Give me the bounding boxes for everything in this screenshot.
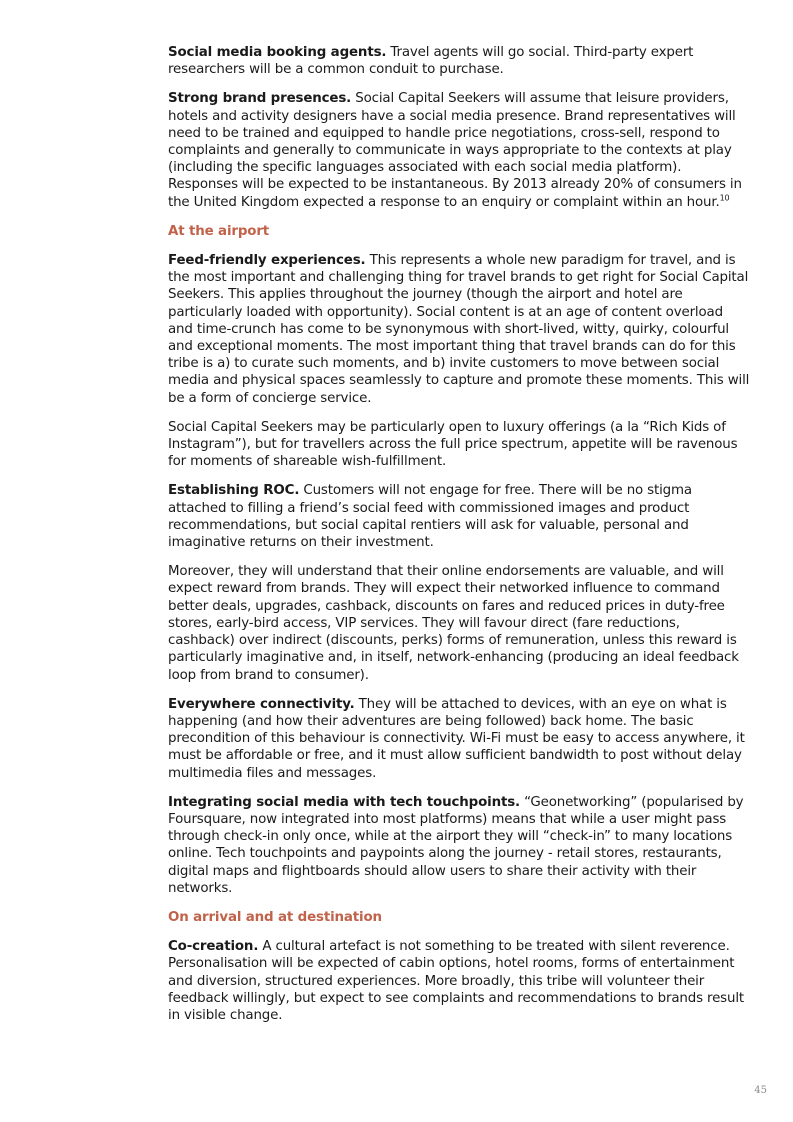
- body-text: A cultural artefact is not something to be treated with silent reverence. Personalisation will be expected of cabin options, hotel rooms, forms of entertainment and diversion, structured experiences. More broadly, this tribe will volunteer their feedback willingly, but expect to see complaints and recommendations to brands result in visible change.: [168, 939, 745, 1023]
- body-text: “Geonetworking” (popularised by Foursquare, now integrated into most platforms) means that while a user might pass through check-in only once, while at the airport they will “check-in” to many locations online. Tech touchpoints and paypoints along the journey - retail stores, restaurants, digital maps and flightboards should allow users to share their activity with their networks.: [168, 794, 744, 896]
- paragraph-connectivity: [168, 696, 750, 782]
- paragraph-cocreation: [168, 938, 750, 1024]
- paragraph-booking-agents: [168, 44, 750, 78]
- paragraph-brand-presences: [168, 90, 750, 210]
- document-body: [168, 44, 750, 1036]
- lead-phrase: Social media booking agents.: [168, 45, 387, 60]
- body-text: This represents a whole new paradigm for travel, and is the most important and challenging thing for travel brands to get right for Social Capital Seekers. This applies throughout the journey (though the airport and hotel are particularly loaded with opportunity). Social content is at an age of content overload and time-crunch has come to be synonymous with short-lived, witty, quirky, colourful and exceptional moments. The most important thing that travel brands can do for this tribe is a) to curate such moments, and b) invite customers to move between social media and physical spaces seamlessly to capture and promote these moments. This will be a form of concierge service.: [168, 253, 750, 406]
- lead-phrase: Establishing ROC.: [168, 483, 300, 499]
- page-number: 45: [754, 1085, 767, 1096]
- paragraph-touchpoints: [168, 794, 750, 897]
- paragraph-luxury: Social Capital Seekers may be particularly open to luxury offerings (a la “Rich Kids of Instagram”), but for travellers across the full price spectrum, appetite will be ravenous for moments of shareable wish-fulfillment.: [168, 419, 738, 470]
- body-text: Social Capital Seekers will assume that leisure providers, hotels and activity designers have a social media presence. Brand representatives will need to be trained and equipped to handle price negotiations, cross-sell, respond to complaints and generally to communicate in ways appropriate to the contexts at play (including the specific languages associated with each social media platform). Responses will be expected to be instantaneous. By 2013 already 20% of consumers in the United Kingdom expected a response to an enquiry or complaint within an hour.: [168, 91, 742, 210]
- paragraph-roc: [168, 482, 750, 551]
- section-heading-airport: At the airport: [168, 223, 270, 239]
- lead-phrase: Everywhere connectivity.: [168, 696, 355, 712]
- lead-phrase: Feed-friendly experiences.: [168, 253, 366, 269]
- paragraph-moreover: Moreover, they will understand that their online endorsements are valuable, and will expect reward from brands. They will expect their networked influence to command better deals, upgrades, cashback, discounts on fares and reduced prices in duty-free stores, early-bird access, VIP services. They will favour direct (fare reductions, cashback) over indirect (discounts, perks) forms of remuneration, unless this reward is particularly imaginative and, in itself, network-enhancing (producing an ideal feedback loop from brand to consumer).: [168, 564, 739, 683]
- body-text: Customers will not engage for free. There will be no stigma attached to filling a friend’s social feed with commissioned images and product recommendations, but social capital rentiers will ask for valuable, personal and imaginative returns on their investment.: [168, 483, 692, 551]
- body-text: They will be attached to devices, with an eye on what is happening (and how their adventures are being followed) back home. The basic precondition of this behaviour is connectivity. Wi-Fi must be easy to access anywhere, it must be affordable or free, and it must allow sufficient bandwidth to post without delay multimedia files and messages.: [168, 696, 745, 781]
- section-heading-arrival: On arrival and at destination: [168, 909, 382, 925]
- footnote-reference: 10: [719, 193, 730, 203]
- body-text: Travel agents will go social. Third-party expert researchers will be a common conduit to purchase.: [168, 45, 694, 78]
- lead-phrase: Co-creation.: [168, 939, 259, 955]
- paragraph-feed-friendly: [168, 252, 750, 407]
- lead-phrase: Integrating social media with tech touchpoints.: [168, 794, 520, 810]
- lead-phrase: Strong brand presences.: [168, 91, 352, 107]
